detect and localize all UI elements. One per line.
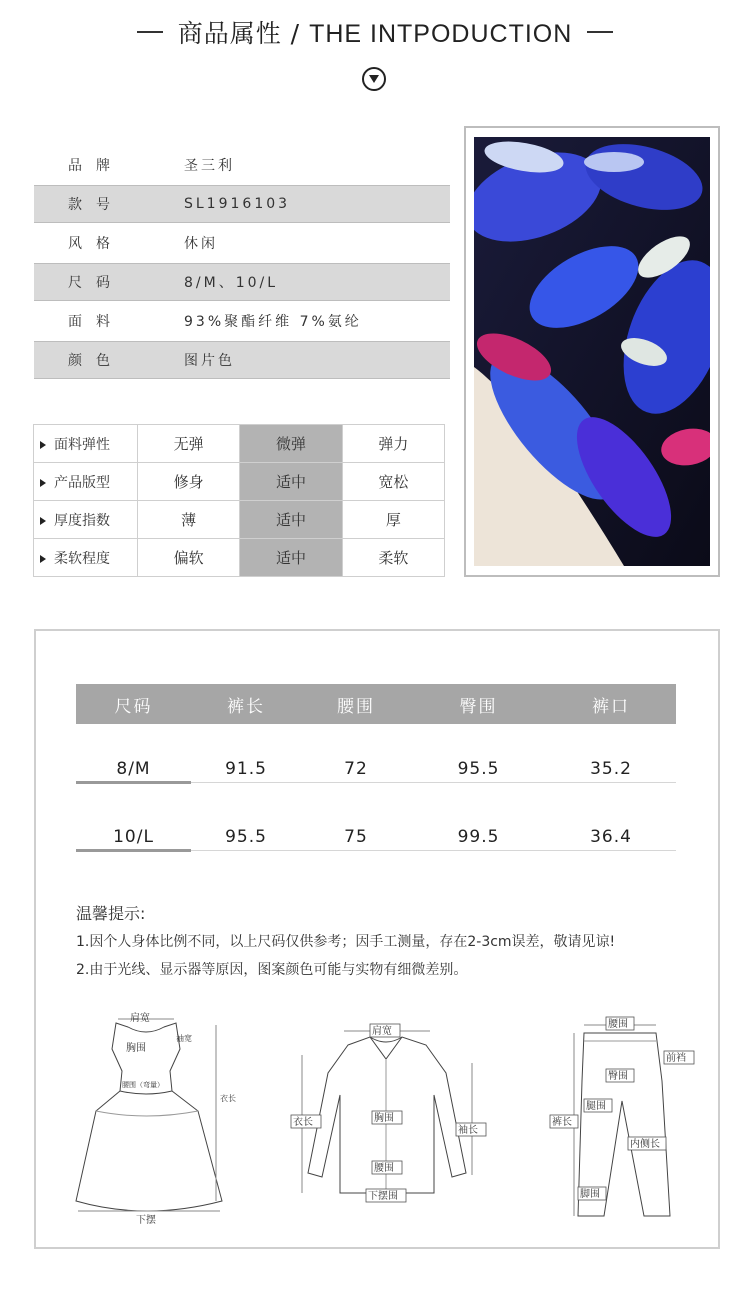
- attribute-value: 圣三利: [184, 158, 235, 174]
- attribute-value: 图片色: [184, 353, 235, 369]
- size-value-cell: 95.5: [457, 759, 500, 779]
- scale-option: 宽松: [342, 463, 444, 501]
- shirt-sleeve-label: 袖长: [458, 1125, 478, 1136]
- attribute-label: 面 料: [68, 314, 110, 330]
- dress-chest-label: 胸围: [126, 1043, 146, 1054]
- size-value-cell: 35.2: [590, 759, 632, 779]
- attribute-label: 颜 色: [68, 353, 110, 369]
- scale-label: [34, 463, 138, 501]
- scale-option: 偏软: [138, 539, 240, 577]
- fabric-photo: [464, 126, 720, 577]
- header-dash-left: [137, 31, 163, 33]
- size-header-cell: 裤长: [227, 696, 265, 717]
- scale-label-text: 面料弹性: [54, 436, 110, 453]
- triangle-right-icon: [40, 479, 46, 487]
- size-value-cell: 36.4: [590, 827, 632, 847]
- tip-line-2: 2.由于光线、显示器等原因，图案颜色可能与实物有细微差别。: [76, 962, 468, 978]
- header-title-en: THE INTPODUCTION: [309, 20, 573, 48]
- scale-option: 薄: [138, 501, 240, 539]
- scale-option: 弹力: [342, 425, 444, 463]
- scale-option-selected: 适中: [240, 539, 342, 577]
- scale-option-selected: 微弹: [240, 425, 342, 463]
- size-value-cell: 72: [344, 759, 368, 779]
- scale-row: [34, 425, 445, 463]
- pants-thigh-label: 腿围: [586, 1101, 606, 1112]
- header-separator: /: [290, 19, 301, 48]
- attribute-label: 品 牌: [68, 158, 110, 174]
- attribute-value: 休闲: [184, 236, 218, 252]
- tip-line-1: 1.因个人身体比例不同，以上尺码仅供参考；因手工测量，存在2-3cm误差，敬请见谅!: [76, 934, 616, 950]
- header-dash-right: [587, 31, 613, 33]
- attribute-row: [34, 185, 450, 223]
- size-label-cell: 8/M: [76, 753, 191, 782]
- size-header-cell: 腰围: [337, 696, 375, 717]
- shirt-shoulder-label: 肩宽: [372, 1026, 392, 1037]
- attribute-row: [34, 302, 450, 340]
- header-title-cn: 商品属性: [177, 19, 282, 48]
- size-row: [76, 821, 676, 851]
- attribute-value: 8/M、10/L: [184, 275, 279, 291]
- size-header-cell: 裤口: [592, 696, 630, 717]
- shirt-chest-label: 胸围: [374, 1113, 394, 1124]
- scale-label-text: 厚度指数: [54, 512, 110, 529]
- scale-label: [34, 425, 138, 463]
- pants-length-label: 裤长: [552, 1117, 572, 1128]
- size-row: [76, 753, 676, 783]
- size-value-cell: 75: [344, 827, 368, 847]
- header-title: [178, 14, 573, 50]
- attribute-row: [34, 146, 450, 184]
- size-value-cell: 99.5: [457, 827, 500, 847]
- fabric-scale-table: [33, 424, 445, 577]
- shirt-length-label: 衣长: [293, 1117, 313, 1128]
- dress-measurement-diagram: [66, 1011, 246, 1226]
- pants-rise-label: 前裆: [666, 1053, 686, 1064]
- scale-row: [34, 501, 445, 539]
- size-label-cell: 10/L: [76, 821, 191, 850]
- size-header-cell: 臀围: [459, 696, 498, 717]
- scale-label-text: 产品版型: [54, 474, 110, 491]
- attribute-row: [34, 341, 450, 379]
- scale-option: 无弹: [138, 425, 240, 463]
- attribute-label: 款 号: [68, 197, 110, 213]
- scale-label: [34, 539, 138, 577]
- shirt-waist-label: 腰围: [374, 1163, 394, 1174]
- fabric-pattern-image: [474, 137, 710, 566]
- pants-leg-opening-label: 脚围: [580, 1189, 600, 1200]
- triangle-right-icon: [40, 517, 46, 525]
- dress-shoulder-label: 肩宽: [130, 1013, 150, 1024]
- triangle-right-icon: [40, 441, 46, 449]
- pants-inseam-label: 内侧长: [630, 1139, 660, 1150]
- size-value-cell: 95.5: [225, 827, 267, 847]
- size-table-header: [76, 684, 676, 724]
- size-chart-panel: [34, 629, 720, 1249]
- size-header-cell: 尺码: [114, 696, 153, 717]
- scale-label-text: 柔软程度: [54, 550, 110, 567]
- dress-sleeve-label: 袖宽: [176, 1034, 192, 1043]
- scale-label: [34, 501, 138, 539]
- dress-waist-label: 腰围（弯量）: [122, 1081, 164, 1089]
- attribute-value: 93%聚酯纤维 7%氨纶: [184, 314, 362, 330]
- scale-option-selected: 适中: [240, 501, 342, 539]
- scale-option: 厚: [342, 501, 444, 539]
- attribute-label: 风 格: [68, 236, 110, 252]
- attribute-label: 尺 码: [68, 275, 110, 291]
- scale-option: 柔软: [342, 539, 444, 577]
- size-value-cell: 91.5: [225, 759, 267, 779]
- scale-row: [34, 539, 445, 577]
- tips-title: 温馨提示:: [76, 904, 146, 923]
- attribute-value: SL1916103: [184, 196, 291, 212]
- section-header: [0, 14, 750, 58]
- shirt-hem-label: 下摆围: [368, 1191, 398, 1202]
- attribute-row: [34, 263, 450, 301]
- scale-row: [34, 463, 445, 501]
- pants-measurement-diagram: [548, 1011, 698, 1226]
- dress-hem-label: 下摆: [136, 1215, 156, 1226]
- dress-length-label: 衣长: [220, 1094, 236, 1103]
- triangle-right-icon: [40, 555, 46, 563]
- scale-option-selected: 适中: [240, 463, 342, 501]
- chevron-down-circle-icon: [362, 67, 386, 91]
- scale-option: 修身: [138, 463, 240, 501]
- attribute-row: [34, 224, 450, 262]
- pants-hip-label: 臀围: [608, 1071, 628, 1082]
- shirt-measurement-diagram: [288, 1023, 488, 1213]
- attribute-table: [34, 146, 450, 380]
- pants-waist-label: 腰围: [608, 1019, 628, 1030]
